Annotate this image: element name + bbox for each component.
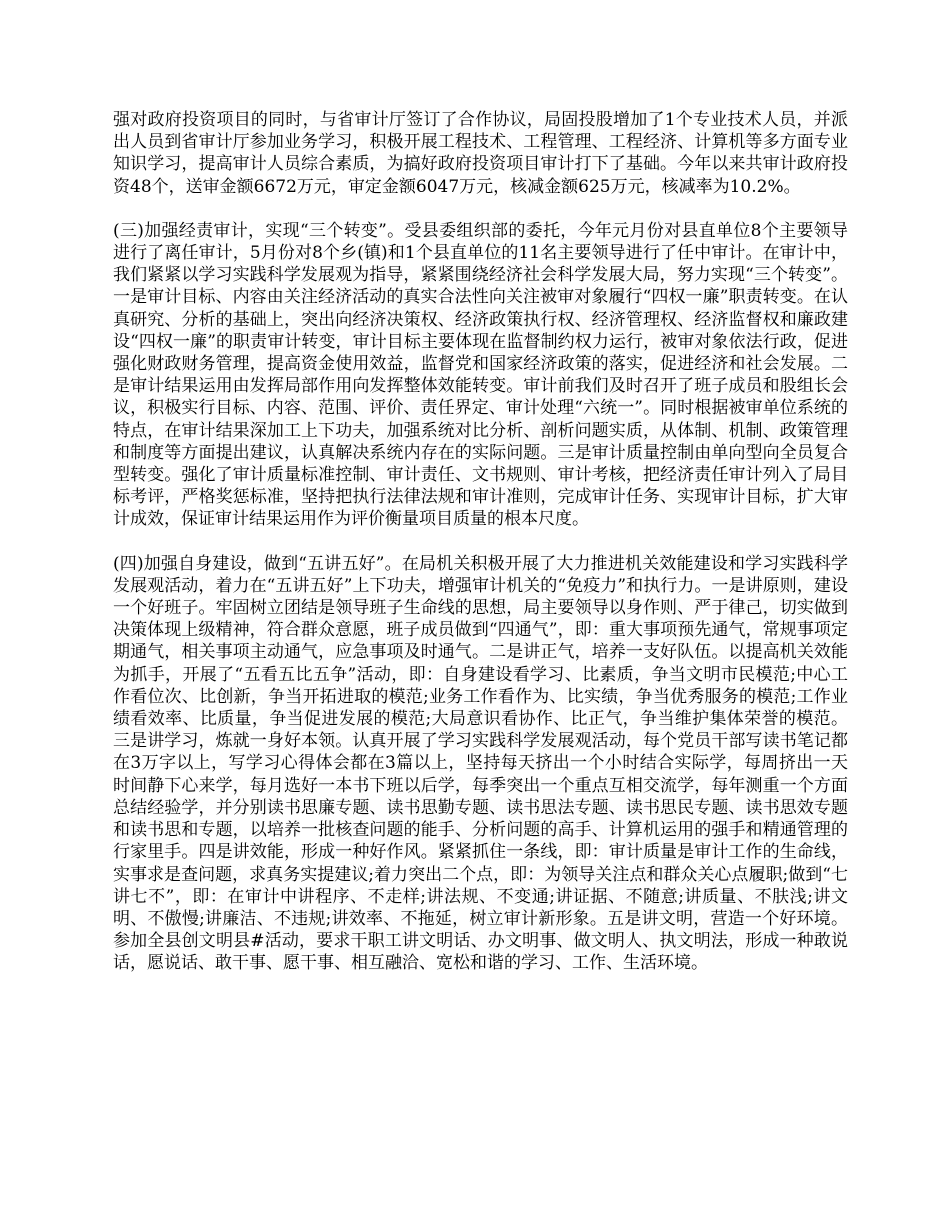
paragraph-government-investment-audit: 强对政府投资项目的同时，与省审计厅签订了合作协议，局固投股增加了1个专业技术人员，并派出人员到省审计厅参加业务学习，积极开展工程技术、工程管理、工程经济、计算机等多方面专业知识学习，提高审计人员综合素质，为搞好政府投资项目审计打下了基础。今年以来共审计政府投资48个，送审金额6672万元，审定金额6047万元，核减金额625万元，核减率为10.2%。 bbox=[113, 110, 848, 197]
document-page bbox=[113, 109, 848, 997]
paragraph-economic-responsibility-audit: (三)加强经责审计，实现“三个转变”。受县委组织部的委托，今年元月份对县直单位8个主要领导进行了离任审计，5月份对8个乡(镇)和1个县直单位的11名主要领导进行了任中审计。在审计中，我们紧紧以学习实践科学发展观为指导，紧紧围绕经济社会科学发展大局，努力实现“三个转变”。一是审计目标、内容由关注经济活动的真实合法性向关注被审对象履行“四权一廉”职责转变。在认真研究、分析的基础上，突出向经济决策权、经济政策执行权、经济管理权、经济监督权和廉政建设“四权一廉”的职责审计转变，审计目标主要体现在监督制约权力运行，被审对象依法行政，促进强化财政财务管理，提高资金使用效益，监督党和国家经济政策的落实，促进经济和社会发展。二是审计结果运用由发挥局部作用向发挥整体效能转变。审计前我们及时召开了班子成员和股组长会议，积极实行目标、内容、范围、评价、责任界定、审计处理“六统一”。同时根据被审单位系统的特点，在审计结果深加工上下功夫，加强系统对比分析、剖析问题实质，从体制、机制、政策管理和制度等方面提出建议，认真解决系统内存在的实际问题。三是审计质量控制由单向型向全员复合型转变。强化了审计质量标准控制、审计责任、文书规则、审计考核，把经济责任审计列入了局目标考评，严格奖惩标准，坚持把执行法律法规和审计准则，完成审计任务、实现审计目标，扩大审计成效，保证审计结果运用作为评价衡量项目质量的根本尺度。 bbox=[113, 220, 848, 530]
paragraph-self-construction: (四)加强自身建设，做到“五讲五好”。在局机关积极开展了大力推进机关效能建设和学习实践科学发展观活动，着力在“五讲五好”上下功夫，增强审计机关的“免疫力”和执行力。一是讲原则，建设一个好班子。牢固树立团结是领导班子生命线的思想，局主要领导以身作则、严于律己，切实做到决策体现上级精神，符合群众意愿，班子成员做到“四通气”，即：重大事项预先通气，常规事项定期通气，相关事项主动通气，应急事项及时通气。二是讲正气，培养一支好队伍。以提高机关效能为抓手，开展了“五看五比五争”活动，即：自身建设看学习、比素质，争当文明市民模范;中心工作看位次、比创新，争当开拓进取的模范;业务工作看作为、比实绩，争当优秀服务的模范;工作业绩看效率、比质量，争当促进发展的模范;大局意识看协作、比正气，争当维护集体荣誉的模范。三是讲学习，炼就一身好本领。认真开展了学习实践科学发展观活动，每个党员干部写读书笔记都在3万字以上，写学习心得体会都在3篇以上，坚持每天挤出一个小时结合实际学，每周挤出一天时间静下心来学，每月选好一本书下班以后学，每季突出一个重点互相交流学，每年测重一个方面总结经验学，并分别读书思廉专题、读书思勤专题、读书思法专题、读书思民专题、读书思效专题和读书思和专题，以培养一批核查问题的能手、分析问题的高手、计算机运用的强手和精通管理的行家里手。四是讲效能，形成一种好作风。紧紧抓住一条线，即：审计质量是审计工作的生命线，实事求是查问题，求真务实提建议;着力突出二个点，即：为领导关注点和群众关心点履职;做到“七讲七不”，即：在审计中讲程序、不走样;讲法规、不变通;讲证据、不随意;讲质量、不肤浅;讲文明、不傲慢;讲廉洁、不违规;讲效率、不拖延，树立审计新形象。五是讲文明，营造一个好环境。参加全县创文明县#活动，要求干职工讲文明话、办文明事、做文明人、执文明法，形成一种敢说话，愿说话、敢干事、愿干事、相互融洽、宽松和谐的学习、工作、生活环境。 bbox=[113, 553, 848, 974]
